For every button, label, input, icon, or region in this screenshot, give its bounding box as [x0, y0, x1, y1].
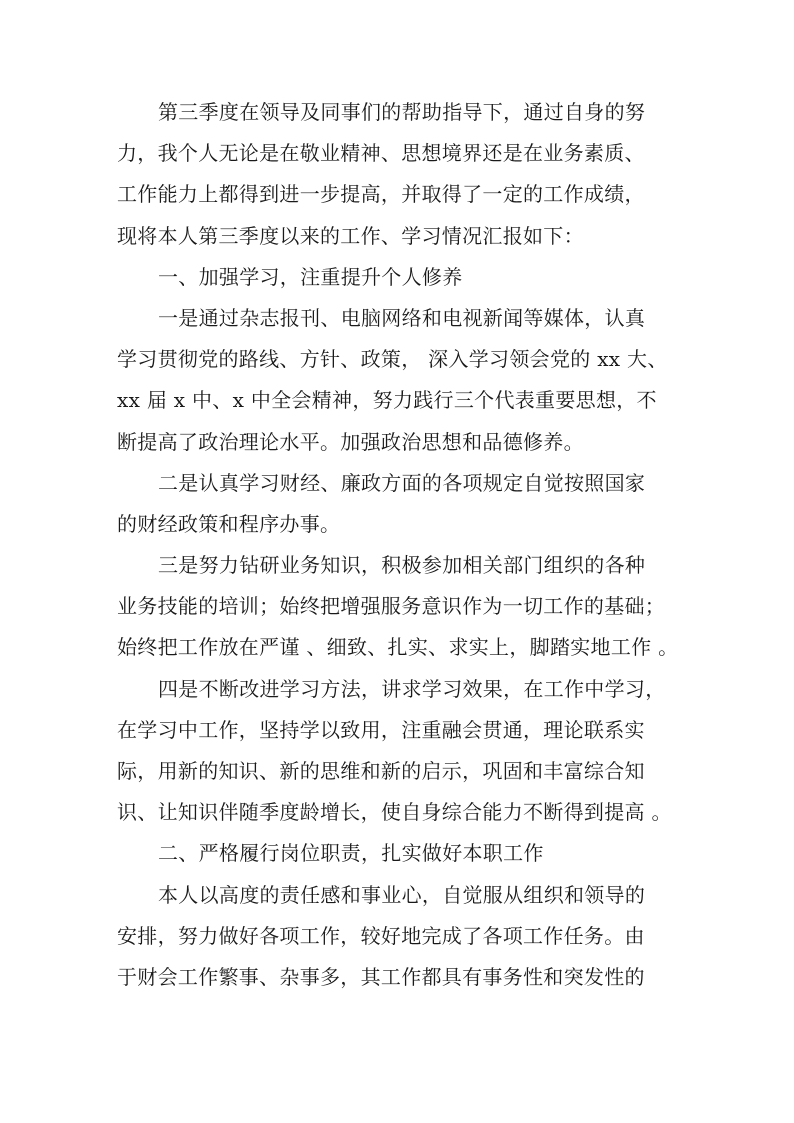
- text-line: 工作能力上都得到进一步提高，并取得了一定的工作成绩，: [117, 182, 645, 207]
- text-line: 始终把工作放在严谨 、细致、扎实、求实上，脚踏实地工作 。: [117, 635, 679, 660]
- text-line: 三是努力钻研业务知识，积极参加相关部门组织的各种: [158, 553, 646, 578]
- text-line: 学习贯彻党的路线、方针、政策， 深入学习领会党的 xx 大、: [117, 347, 668, 372]
- text-line: 四是不断改进学习方法，讲求学习效果，在工作中学习，: [158, 676, 666, 701]
- text-line: 业务技能的培训；始终把增强服务意识作为一切工作的基础；: [117, 594, 666, 619]
- text-line: 识、让知识伴随季度龄增长，使自身综合能力不断得到提高 。: [117, 800, 672, 825]
- text-line: 现将本人第三季度以来的工作、学习情况汇报如下：: [117, 223, 584, 248]
- text-line: 于财会工作繁事、杂事多，其工作都具有事务性和突发性的: [117, 964, 645, 989]
- text-line: 安排，努力做好各项工作，较好地完成了各项工作任务。由: [117, 923, 645, 948]
- paragraph-duty-1: [117, 875, 677, 999]
- paragraph-intro: [117, 92, 677, 257]
- text-line: 际，用新的知识、新的思维和新的启示，巩固和丰富综合知: [117, 759, 645, 783]
- text-line: 断提高了政治理论水平。加强政治思想和品德修养。: [117, 429, 584, 454]
- section-heading-1: [117, 257, 677, 298]
- text-line: 一是通过杂志报刊、电脑网络和电视新闻等媒体，认真: [158, 305, 646, 330]
- text-line: 第三季度在领导及同事们的帮助指导下，通过自身的努: [158, 100, 646, 124]
- text-line: xx 届 x 中、x 中全会精神，努力践行三个代表重要思想，不: [117, 388, 657, 413]
- text-line: 本人以高度的责任感和事业心，自觉服从组织和领导的: [158, 882, 646, 907]
- heading-line: 二、严格履行岗位职责，扎实做好本职工作: [158, 841, 544, 866]
- paragraph-study-1: [117, 298, 677, 463]
- paragraph-study-3: [117, 545, 677, 669]
- heading-line: 一、加强学习，注重提升个人修养: [158, 264, 463, 289]
- document-body: [117, 92, 677, 998]
- paragraph-study-4: [117, 669, 677, 834]
- section-heading-2: [117, 833, 677, 874]
- paragraph-study-2: [117, 463, 677, 545]
- text-line: 二是认真学习财经、廉政方面的各项规定自觉按照国家: [158, 470, 646, 495]
- text-line: 在学习中工作，坚持学以致用，注重融会贯通，理论联系实: [117, 717, 645, 742]
- text-line: 的财经政策和程序办事。: [117, 511, 341, 536]
- text-line: 力，我个人无论是在敬业精神、思想境界还是在业务素质、: [117, 141, 645, 166]
